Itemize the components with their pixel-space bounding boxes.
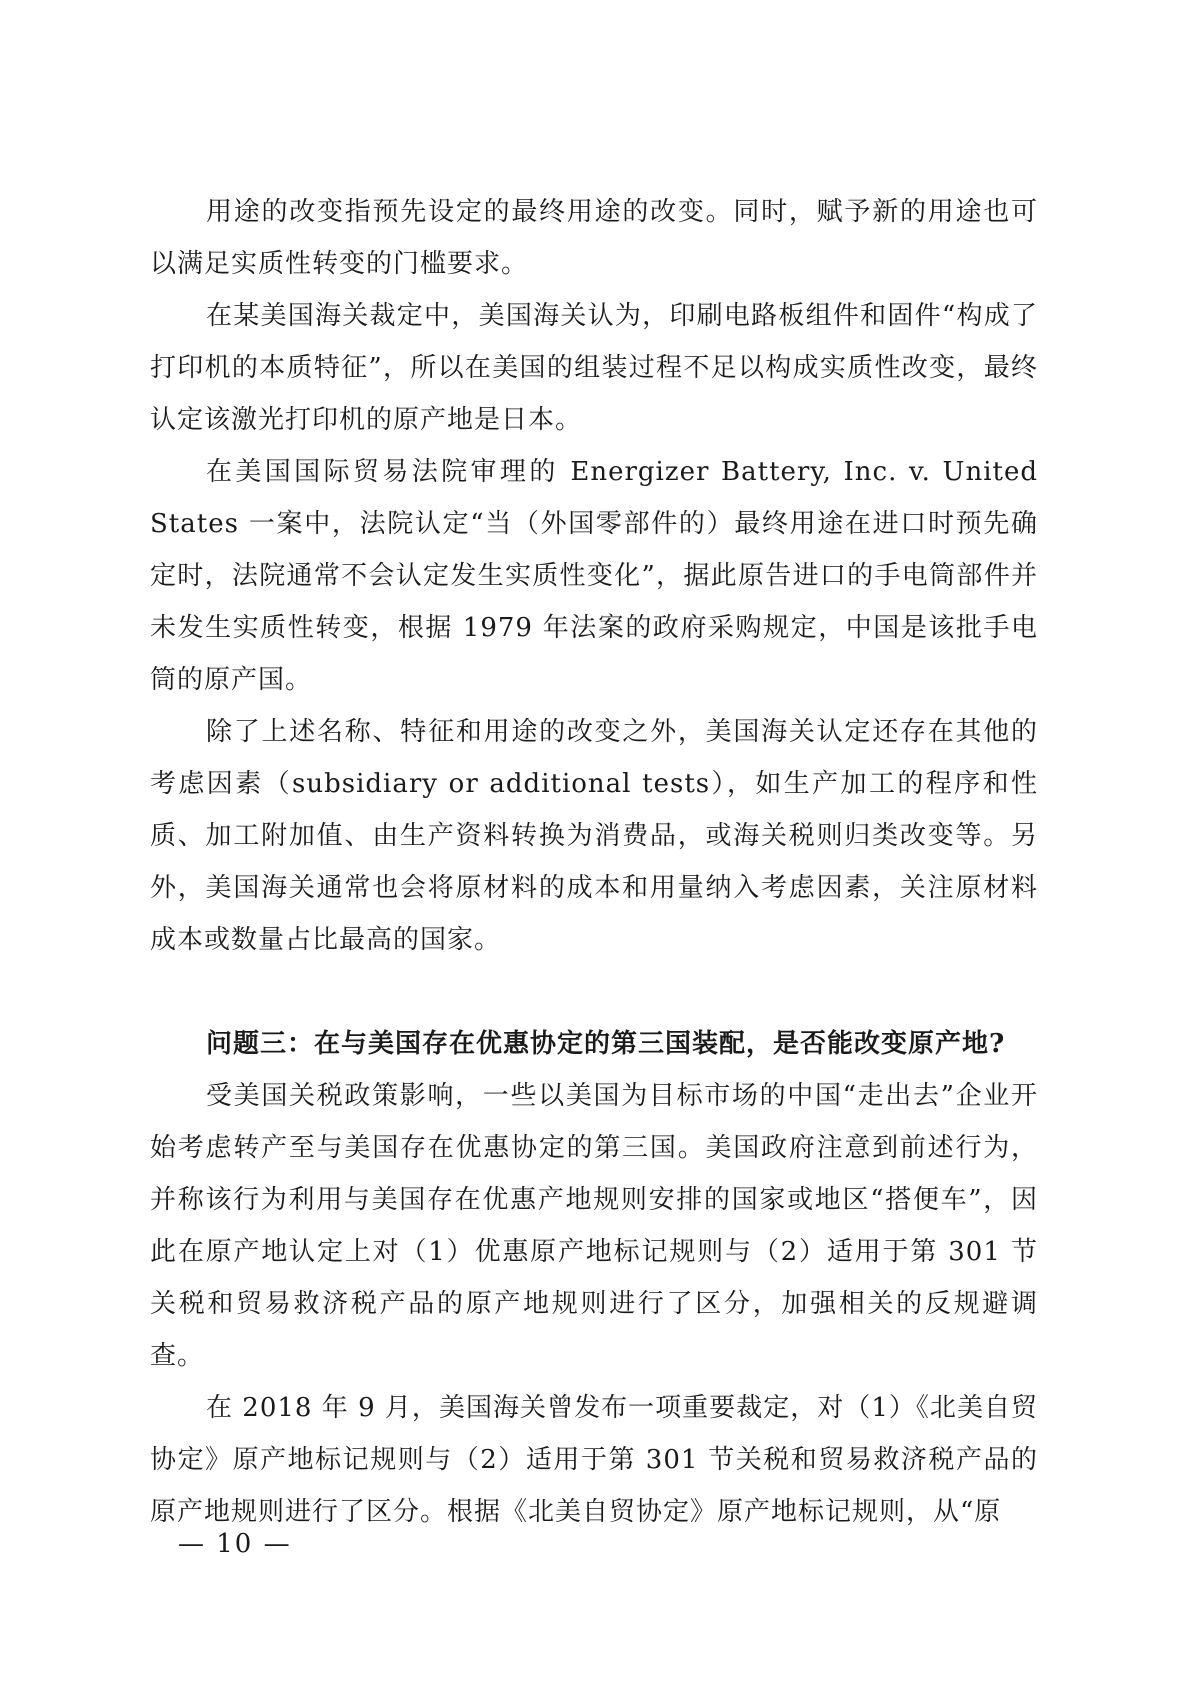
paragraph-end-use-change: 用途的改变指预先设定的最终用途的改变。同时，赋予新的用途也可以满足实质性转变的门槛要求。 [150,197,1038,279]
paragraph-2018-ruling: 在 2018 年 9 月，美国海关曾发布一项重要裁定，对（1）《北美自贸协定》原产地标记规则与（2）适用于第 301 节关税和贸易救济税产品的原产地规则进行了区分。根据《北美自贸协定》原产地标记规则，从“原 [150,1393,1038,1527]
page-number: — 10 — [178,1529,292,1559]
paragraph-energizer-case: 在美国国际贸易法院审理的 Energizer Battery, Inc. v. United States 一案中，法院认定“当（外国零部件的）最终用途在进口时预先确定时，法院通常不会认定发生实质性变化”，据此原告进口的手电筒部件并未发生实质性转变，根据 1979 年法案的政府采购规定，中国是该批手电筒的原产国。 [150,457,1038,695]
document-body [150,186,1038,1538]
section-heading-question-three: 问题三：在与美国存在优惠协定的第三国装配，是否能改变原产地? [206,1029,1006,1059]
paragraph-other-factors: 除了上述名称、特征和用途的改变之外，美国海关认定还存在其他的考虑因素（subsidiary or additional tests），如生产加工的程序和性质、加工附加值、由生产资料转换为消费品，或海关税则归类改变等。另外，美国海关通常也会将原材料的成本和用量纳入考虑因素，关注原材料成本或数量占比最高的国家。 [150,717,1038,955]
paragraph-third-country-transfer: 受美国关税政策影响，一些以美国为目标市场的中国“走出去”企业开始考虑转产至与美国存在优惠协定的第三国。美国政府注意到前述行为，并称该行为利用与美国存在优惠产地规则安排的国家或地区“搭便车”，因此在原产地认定上对（1）优惠原产地标记规则与（2）适用于第 301 节关税和贸易救济税产品的原产地规则进行了区分，加强相关的反规避调查。 [150,1081,1038,1371]
paragraph-printer-ruling: 在某美国海关裁定中，美国海关认为，印刷电路板组件和固件“构成了打印机的本质特征”，所以在美国的组装过程不足以构成实质性改变，最终认定该激光打印机的原产地是日本。 [150,301,1038,435]
